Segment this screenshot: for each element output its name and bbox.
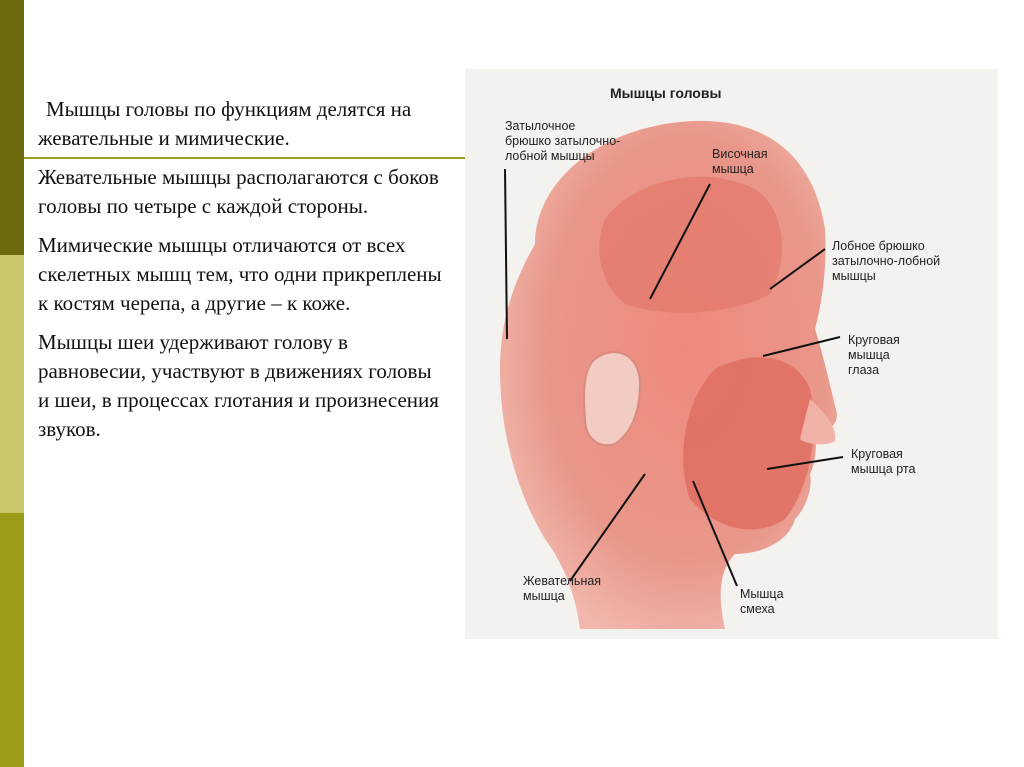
label-temporal: Височная мышца (712, 147, 768, 176)
label-occipital: Затылочное брюшко затылочно- лобной мышцы (505, 119, 621, 163)
label-frontal: Лобное брюшко затылочно-лобной мышцы (832, 239, 941, 283)
sidebar-segment-mid (0, 513, 24, 767)
slide-text (38, 95, 443, 454)
sidebar-decoration (0, 0, 24, 767)
paragraph-neck: Мышцы шеи удерживают голову в равновесии, участвуют в движениях головы и шеи, в процессах глотания и произнесения звуков. (38, 330, 439, 441)
label-masseter: Жевательная мышца (523, 574, 602, 603)
head-muscles-figure (465, 69, 998, 639)
paragraph-mimic: Мимические мышцы отличаются от всех скелетных мышц тем, что одни прикреплены к костям черепа, а другие – к коже. (38, 233, 442, 315)
paragraph-masticatory: Жевательные мышцы располагаются с боков головы по четыре с каждой стороны. (38, 165, 439, 218)
label-orbicularis-oris: Круговая мышца рта (851, 447, 916, 476)
paragraph-function: Мышцы головы по функциям делятся на жевательные и мимические. (38, 97, 412, 150)
sidebar-segment-dark (0, 0, 24, 255)
label-orbicularis-oculi: Круговая мышца глаза (848, 333, 900, 377)
sidebar-segment-light (0, 255, 24, 513)
label-risorius: Мышца смеха (740, 587, 784, 616)
figure-title: Мышцы головы (610, 85, 722, 101)
